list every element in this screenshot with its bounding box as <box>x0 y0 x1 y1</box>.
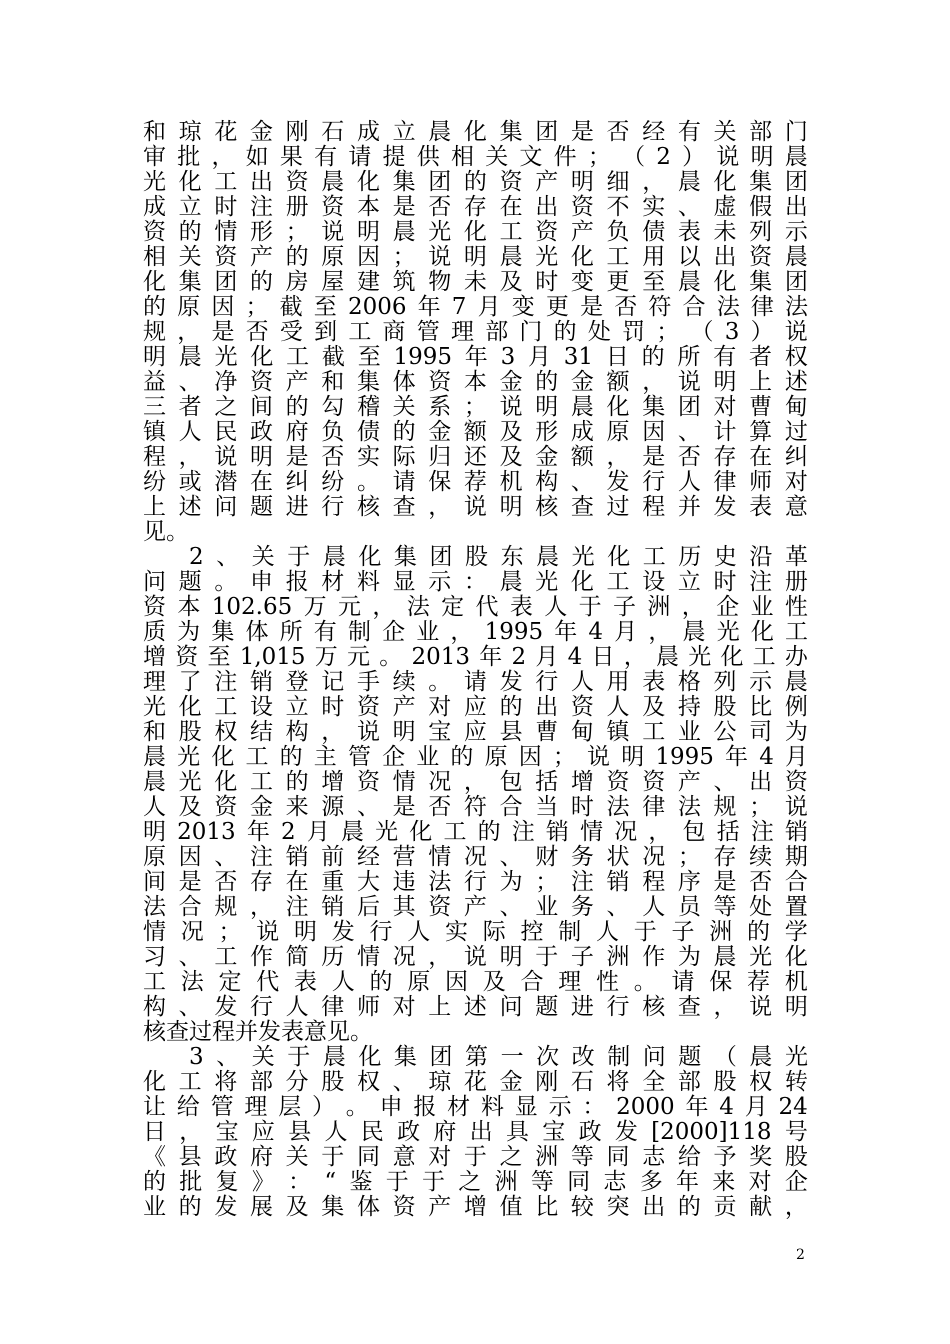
page-number: 2 <box>796 1247 805 1263</box>
text-line: 明 晨 光 化 工 截 至 1995 年 3 月 31 日 的 所 有 者 权 <box>143 344 808 370</box>
text-line: 规 ， 是 否 受 到 工 商 管 理 部 门 的 处 罚 ； （ 3 ） 说 <box>143 319 808 345</box>
text-line: 让 给 管 理 层 ） 。 申 报 材 料 显 示 ： 2000 年 4 月 24 <box>143 1094 808 1120</box>
text-line: 资 本 102.65 万 元 ， 法 定 代 表 人 于 子 洲 ， 企 业 性 <box>143 594 808 620</box>
text-line: 工 法 定 代 表 人 的 原 因 及 合 理 性 。 请 保 荐 机 <box>143 969 808 995</box>
text-line: 3 、 关 于 晨 化 集 团 第 一 次 改 制 问 题 （ 晨 光 <box>189 1044 808 1070</box>
text-line: 见。 <box>143 519 189 545</box>
text-line: 益 、 净 资 产 和 集 体 资 本 金 的 金 额 ， 说 明 上 述 <box>143 369 808 395</box>
text-line: 成 立 时 注 册 资 本 是 否 存 在 出 资 不 实 、 虚 假 出 <box>143 194 808 220</box>
paragraph-item-3 <box>143 1045 808 1220</box>
text-line: 和 股 权 结 构 ， 说 明 宝 应 县 曹 甸 镇 工 业 公 司 为 <box>143 719 808 745</box>
text-line: 三 者 之 间 的 勾 稽 关 系 ； 说 明 晨 化 集 团 对 曹 甸 <box>143 394 808 420</box>
text-line: 的 原 因 ； 截 至 2006 年 7 月 变 更 是 否 符 合 法 律 法 <box>143 294 808 320</box>
text-line: 理 了 注 销 登 记 手 续 。 请 发 行 人 用 表 格 列 示 晨 <box>143 669 808 695</box>
text-line: 问 题 。 申 报 材 料 显 示 ： 晨 光 化 工 设 立 时 注 册 <box>143 569 808 595</box>
text-line: 的 批 复 》 ： “ 鉴 于 于 之 洲 等 同 志 多 年 来 对 企 <box>143 1169 808 1195</box>
text-line: 《 县 政 府 关 于 同 意 对 于 之 洲 等 同 志 给 予 奖 股 <box>143 1144 808 1170</box>
body-text <box>143 120 808 1220</box>
text-line: 核查过程并发表意见。 <box>143 1019 373 1045</box>
text-line: 构 、 发 行 人 律 师 对 上 述 问 题 进 行 核 查 ， 说 明 <box>143 994 808 1020</box>
text-line: 2 、 关 于 晨 化 集 团 股 东 晨 光 化 工 历 史 沿 革 <box>189 544 808 570</box>
text-line: 日 ， 宝 应 县 人 民 政 府 出 具 宝 政 发 [2000]118 号 <box>143 1119 808 1145</box>
text-line: 审 批 ， 如 果 有 请 提 供 相 关 文 件 ； （ 2 ） 说 明 晨 <box>143 144 808 170</box>
text-line: 上 述 问 题 进 行 核 查 ， 说 明 核 查 过 程 并 发 表 意 <box>143 494 808 520</box>
text-line: 质 为 集 体 所 有 制 企 业 ， 1995 年 4 月 ， 晨 光 化 工 <box>143 619 808 645</box>
text-line: 法 合 规 ， 注 销 后 其 资 产 、 业 务 、 人 员 等 处 置 <box>143 894 808 920</box>
text-line: 光 化 工 设 立 时 资 产 对 应 的 出 资 人 及 持 股 比 例 <box>143 694 808 720</box>
text-line: 和 琼 花 金 刚 石 成 立 晨 化 集 团 是 否 经 有 关 部 门 <box>143 119 808 145</box>
text-line: 人 及 资 金 来 源 、 是 否 符 合 当 时 法 律 法 规 ； 说 <box>143 794 808 820</box>
text-line: 间 是 否 存 在 重 大 违 法 行 为 ； 注 销 程 序 是 否 合 <box>143 869 808 895</box>
text-line: 业 的 发 展 及 集 体 资 产 增 值 比 较 突 出 的 贡 献 ， <box>143 1194 808 1220</box>
text-line: 晨 光 化 工 的 增 资 情 况 ， 包 括 增 资 资 产 、 出 资 <box>143 769 808 795</box>
text-line: 增 资 至 1,015 万 元 。 2013 年 2 月 4 日 ， 晨 光 化 工 办 <box>143 644 808 670</box>
text-line: 晨 光 化 工 的 主 管 企 业 的 原 因 ； 说 明 1995 年 4 月 <box>143 744 808 770</box>
text-line: 情 况 ； 说 明 发 行 人 实 际 控 制 人 于 子 洲 的 学 <box>143 919 808 945</box>
paragraph-item-1-continued <box>143 120 808 545</box>
text-line: 明 2013 年 2 月 晨 光 化 工 的 注 销 情 况 ， 包 括 注 销 <box>143 819 808 845</box>
text-line: 光 化 工 出 资 晨 化 集 团 的 资 产 明 细 ， 晨 化 集 团 <box>143 169 808 195</box>
text-line: 相 关 资 产 的 原 因 ； 说 明 晨 光 化 工 用 以 出 资 晨 <box>143 244 808 270</box>
text-line: 镇 人 民 政 府 负 债 的 金 额 及 形 成 原 因 、 计 算 过 <box>143 419 808 445</box>
text-line: 资 的 情 形 ； 说 明 晨 光 化 工 资 产 负 债 表 未 列 示 <box>143 219 808 245</box>
text-line: 化 集 团 的 房 屋 建 筑 物 未 及 时 变 更 至 晨 化 集 团 <box>143 269 808 295</box>
text-line: 化 工 将 部 分 股 权 、 琼 花 金 刚 石 将 全 部 股 权 转 <box>143 1069 808 1095</box>
text-line: 纷 或 潜 在 纠 纷 。 请 保 荐 机 构 、 发 行 人 律 师 对 <box>143 469 808 495</box>
text-line: 程 ， 说 明 是 否 实 际 归 还 及 金 额 ， 是 否 存 在 纠 <box>143 444 808 470</box>
paragraph-item-2 <box>143 545 808 1045</box>
text-line: 原 因 、 注 销 前 经 营 情 况 、 财 务 状 况 ； 存 续 期 <box>143 844 808 870</box>
text-line: 习 、 工 作 简 历 情 况 ， 说 明 于 子 洲 作 为 晨 光 化 <box>143 944 808 970</box>
